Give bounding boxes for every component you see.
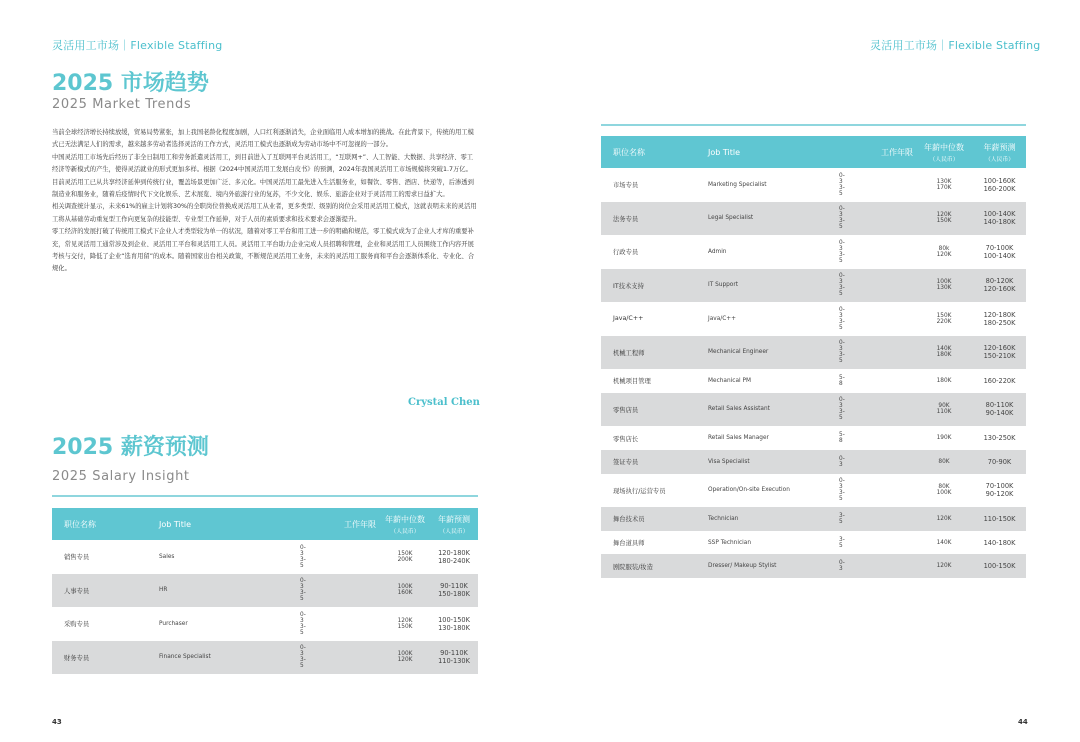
table-row [601,302,1026,336]
cell-median-value: 150K [936,312,952,319]
cell-forecast-value: 130-180K [438,623,470,632]
cell-forecast-value: 110-150K [983,514,1016,523]
cell-median-value: 180K [936,352,952,359]
table-row [601,235,1026,269]
cell-years: 0-3 3-5 [300,611,306,636]
cell-forecast [430,540,478,574]
cell-job-en: Finance Specialist [150,641,300,675]
cell-median [915,554,973,578]
cell-forecast-value: 80-120K [985,277,1014,286]
cell-job-cn: 销售专员 [64,554,90,562]
table-row [52,607,478,641]
cell-median [915,168,973,202]
cell-job-en: Dresser/ Makeup Stylist [697,554,839,578]
cell-forecast-value: 160-200K [983,184,1016,193]
divider [52,495,478,497]
cell-job-en: Java/C++ [708,315,736,322]
cell-median-value: 140K [936,346,952,353]
cell-job-en: Legal Specialist [697,202,839,236]
cell-job-cn: 行政专员 [613,249,639,257]
cell-forecast [430,574,478,608]
cell-job-cn: 舞台道具师 [613,540,645,548]
cell-forecast-value: 150-210K [983,352,1016,361]
paragraph: 相关调查统计显示，未来61%的雇主计划将30%的全职岗位替换成灵活用工从业者，更多类型、级别的岗位会采用灵活用工模式，这就表明未来的灵活用工将从基础劳动重复型工作向更复杂的技能型、专业型工作延伸，对于人员的素质要求和技术要求会逐渐提升。 [52,203,477,223]
cell-forecast [973,235,1026,269]
cell-job-en: Retail Sales Manager [708,435,769,442]
cell-forecast [973,507,1026,531]
cell-years: 0-3 3-5 [839,239,845,264]
cell-median-value: 200K [397,556,413,563]
salary-insight-subtitle: 2025 Salary Insight [52,469,190,484]
cell-forecast [973,450,1026,474]
table-row [601,554,1026,578]
cell-median-value: 150K [397,550,413,557]
cell-forecast [973,269,1026,303]
table-row [601,369,1026,393]
cell-median-value: 170K [936,184,952,191]
cell-forecast [430,641,478,675]
cell-median-value: 80K [938,484,950,491]
table-row [52,574,478,608]
cell-years: 3-5 [839,507,915,531]
cell-job-cn: 法务专员 [601,202,697,236]
cell-median-value: 120K [936,515,952,522]
table-row [601,426,1026,450]
cell-years: 0-3 3-5 [839,393,915,427]
cell-forecast-value: 150-180K [438,590,470,599]
cell-job-en: Operation/On-site Execution [708,487,790,494]
cell-median-value: 180K [936,377,952,384]
cell-median-value: 120K [936,563,952,570]
cell-median-value: 120K [397,617,413,624]
cell-forecast [973,336,1026,370]
cell-forecast-value: 160-220K [983,376,1016,385]
cell-median [915,507,973,531]
col-forecast: 年薪预测 （人民币） [430,508,478,540]
cell-median [915,450,973,474]
cell-median [380,641,430,675]
cell-median-value: 80k [938,245,950,252]
cell-years: 0-3 3-5 [839,172,845,197]
cell-job-cn: 人事专员 [52,574,150,608]
cell-median-value: 120K [936,212,952,219]
cell-job-cn: 市场专员 [613,182,639,190]
cell-job-cn: 签证专员 [601,450,697,474]
cell-median-value: 100K [397,584,413,591]
cell-forecast-value: 120-160K [983,344,1016,353]
cell-median [380,540,430,574]
cell-forecast [973,369,1026,393]
cell-job-en: Sales [159,553,175,560]
cell-job-en: Retail Sales Assistant [697,393,839,427]
col-years: 工作年限 [839,136,915,168]
cell-forecast-value: 80-110K [985,401,1014,410]
cell-median [915,202,973,236]
cell-median [915,426,973,450]
cell-forecast [973,426,1026,450]
cell-forecast-value: 110-130K [438,657,470,666]
cell-job-en: IT Support [697,269,839,303]
table-row [601,450,1026,474]
cell-forecast-value: 90-110K [440,582,468,591]
cell-years: 0-3 3-5 [839,269,915,303]
market-trends-body [52,127,478,276]
cell-years: 0-3 3-5 [300,641,380,675]
cell-median-value: 220K [936,318,952,325]
cell-job-en: Purchaser [159,620,188,627]
cell-years: 0-3 3-5 [839,202,915,236]
cell-forecast-value: 100-140K [983,251,1016,260]
cell-job-cn: 零售店长 [613,435,639,443]
cell-forecast-value: 180-240K [438,556,470,565]
cell-forecast-value: 100-160K [983,176,1016,185]
page-number: 43 [52,718,62,726]
table-row [601,168,1026,202]
paragraph: 中国灵活用工市场先后经历了非全日制用工和劳务派遣灵活用工，到目前进入了互联网平台灵活用工，“互联网+”、人工智能、大数据、共享经济、零工经济等新模式的产生，使得灵活就业的形式更加多样。根据《2024中国灵活用工发展白皮书》的预测，2024年我国灵活用工市场规模将突破1.7万亿。 [52,153,474,174]
cell-years: 0-3 3-5 [839,306,845,331]
header-left: 灵活用工市场｜Flexible Staffing [52,39,223,52]
salary-table-right [601,136,1026,578]
cell-forecast-value: 140-180K [983,218,1016,227]
cell-median [915,531,973,555]
col-en: Job Title [150,508,300,540]
cell-median-value: 90K [938,403,950,410]
cell-job-en: Marketing Specialist [708,181,767,188]
salary-table-left [52,508,478,674]
divider [601,124,1026,126]
cell-forecast [973,474,1026,508]
cell-forecast-value: 140-180K [983,538,1016,547]
cell-median-value: 150K [397,623,413,630]
cell-median-value: 100K [936,279,952,286]
cell-forecast [973,168,1026,202]
cell-forecast-value: 100-150K [983,562,1016,571]
cell-median-value: 110K [936,409,952,416]
cell-job-cn: 财务专员 [52,641,150,675]
table-header [601,136,1026,168]
cell-job-en: HR [150,574,300,608]
cell-years: 0-3 3-5 [300,544,306,569]
table-row [52,540,478,574]
cell-forecast [973,554,1026,578]
col-years: 工作年限 [300,508,380,540]
cell-job-en: Visa Specialist [697,450,839,474]
salary-insight-title: 2025 薪资预测 [52,435,209,460]
header-right: 灵活用工市场｜Flexible Staffing [870,39,1041,52]
cell-years: 0-3 3-5 [839,336,915,370]
cell-years: 0-3 [839,554,915,578]
cell-job-cn: 机械工程师 [601,336,697,370]
cell-years: 5-8 [839,432,845,445]
cell-years: 0-3 3-5 [839,478,845,503]
cell-job-cn: 机械项目管理 [613,378,651,386]
cell-forecast-value: 90-120K [985,490,1014,499]
cell-median [380,574,430,608]
cell-forecast-value: 90-140K [985,409,1014,418]
cell-forecast-value: 120-180K [438,548,470,557]
cell-job-en: Mechanical Engineer [697,336,839,370]
cell-forecast [973,202,1026,236]
cell-median-value: 160K [397,590,413,597]
cell-forecast-value: 130-250K [983,434,1016,443]
table-row [601,393,1026,427]
cell-forecast-value: 180-250K [983,318,1016,327]
cell-forecast [973,393,1026,427]
table-row [601,202,1026,236]
cell-forecast-value: 120-160K [983,285,1016,294]
cell-median [915,336,973,370]
col-en: Job Title [697,136,839,168]
cell-job-cn: 采购专员 [64,621,90,629]
market-trends-title: 2025 市场趋势 [52,71,209,96]
cell-job-cn: IT技术支持 [601,269,697,303]
col-median: 年薪中位数 （人民币） [380,508,430,540]
cell-median [915,393,973,427]
cell-job-en: Admin [708,248,727,255]
paragraph: 当前全球经济增长持续放缓，贸易局势紧张，加上我国老龄化程度加剧，人口红利逐渐消失，企业面临用人成本增加的挑战。在此背景下，传统的用工模式已无法满足人们的需求，越来越多劳动者选择灵活的工作方式，灵活用工模式也逐渐成为劳动市场中不可忽视的一部分。 [52,129,474,149]
table-row [601,336,1026,370]
cell-median-value: 140K [936,539,952,546]
cell-job-cn: 剧院服装/妆造 [601,554,697,578]
cell-median [915,369,973,393]
col-median: 年薪中位数 （人民币） [915,136,973,168]
table-row [601,269,1026,303]
cell-median-value: 80K [938,458,950,465]
cell-years: 3-5 [839,536,845,549]
cell-forecast-value: 70-100K [985,243,1014,252]
cell-median-value: 120K [936,251,952,258]
cell-years: 0-3 [839,450,915,474]
cell-median [915,474,973,508]
cell-forecast [973,531,1026,555]
cell-forecast [973,302,1026,336]
cell-median-value: 130K [936,178,952,185]
cell-forecast-value: 100-140K [983,210,1016,219]
paragraph: 零工经济的发展打破了传统用工模式下企业人才类型较为单一的状况，随着对零工平台和用工进一步的明确和规范，零工模式成为了企业人才库的重要补充，常见灵活用工通常涉及到企业、灵活用工平台和灵活用工人员。灵活用工平台助力企业完成人员招聘和管理，企业和灵活用工人员围绕工作内容开展考核与交付，降低了企业“选育用留”的成本。随着国家出台相关政策，不断规范灵活用工业务，未来的灵活用工服务商和平台会逐渐体系化、专业化、合规化。 [52,228,475,273]
cell-forecast-value: 120-180K [983,310,1016,319]
cell-median-value: 130K [936,285,952,292]
paragraph: 目前灵活用工已从共享经济延伸到传统行业，覆盖场景更加广泛、多元化。中国灵活用工最先进入生活服务业，如餐饮、零售、酒店、快递等，后渗透到制造业和服务业，随着后疫情时代下文化娱乐、艺术展览、境内外旅游行业的复苏，不少文化、娱乐、旅游企业对于灵活用工的需求日益扩大。 [52,178,474,199]
cell-job-en: Technician [697,507,839,531]
col-cn: 职位名称 [52,508,150,540]
cell-forecast-value: 70-90K [987,457,1012,466]
cell-median [380,607,430,641]
table-header [52,508,478,540]
cell-job-cn: 零售店员 [601,393,697,427]
cell-years: 5-8 [839,374,845,387]
table-row [601,531,1026,555]
cell-forecast [430,607,478,641]
col-cn: 职位名称 [601,136,697,168]
cell-median [915,302,973,336]
market-trends-subtitle: 2025 Market Trends [52,97,192,112]
cell-job-cn: Java/C++ [613,315,644,323]
col-forecast: 年薪预测 （人民币） [973,136,1026,168]
cell-median-value: 150K [936,218,952,225]
cell-forecast-value: 70-100K [985,482,1014,491]
cell-forecast-value: 90-110K [440,649,468,658]
cell-median-value: 120K [397,657,413,664]
cell-job-en: SSP Technician [708,539,751,546]
table-row [52,641,478,675]
cell-median-value: 100K [936,490,952,497]
cell-forecast-value: 100-150K [438,615,470,624]
cell-job-cn: 舞台技术员 [601,507,697,531]
author-signature: Crystal Chen [408,397,480,408]
cell-median-value: 190K [936,435,952,442]
cell-median [915,235,973,269]
cell-job-en: Mechanical PM [708,377,751,384]
table-row [601,474,1026,508]
cell-median-value: 100K [397,651,413,658]
cell-median [915,269,973,303]
table-row [601,507,1026,531]
cell-years: 0-3 3-5 [300,574,380,608]
page-number: 44 [1018,718,1028,726]
cell-job-cn: 现场执行/运营专员 [613,487,666,495]
